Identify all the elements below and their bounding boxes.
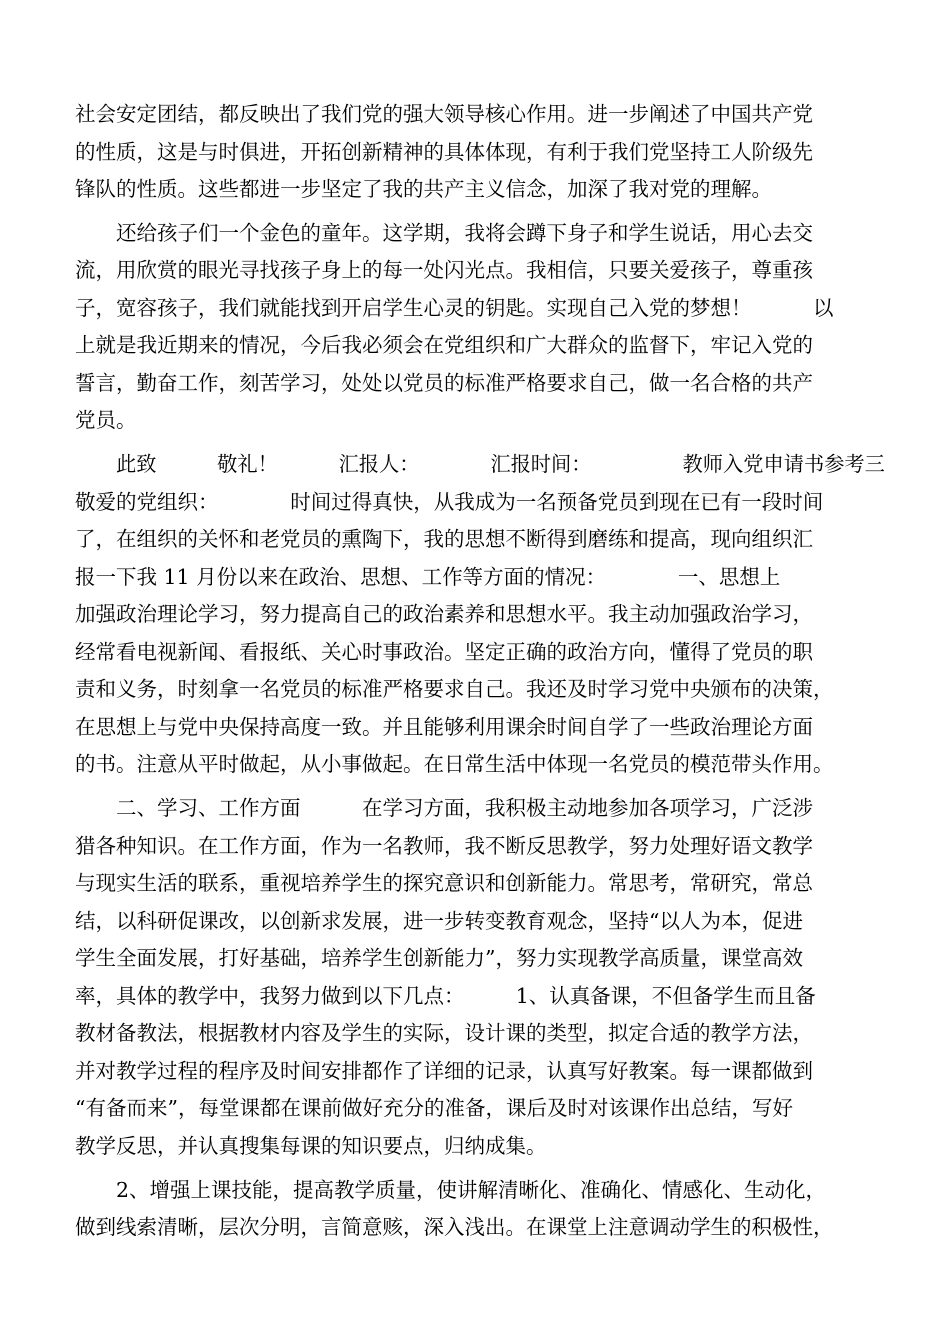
paragraph bbox=[75, 215, 885, 440]
text-line: 党员。 bbox=[75, 408, 137, 433]
text-line: 报一下我 11 月份以来在政治、思想、工作等方面的情况： 一、思想上 bbox=[75, 564, 781, 589]
document-page bbox=[75, 0, 885, 1253]
text-line: 与现实生活的联系，重视培养学生的探究意识和创新能力。常思考，常研究，常总 bbox=[75, 871, 813, 896]
text-line: 2、增强上课技能，提高教学质量，使讲解清晰化、准确化、情感化、生动化， bbox=[116, 1177, 827, 1202]
text-line: 经常看电视新闻、看报纸、关心时事政治。坚定正确的政治方向，懂得了党员的职 bbox=[75, 639, 813, 664]
text-line: 教材备教法，根据教材内容及学生的实际，设计课的类型，拟定合适的教学方法， bbox=[75, 1021, 813, 1046]
text-line: 率，具体的教学中，我努力做到以下几点： 1、认真备课，不但备学生而且备 bbox=[75, 983, 816, 1008]
text-line: 流，用欣赏的眼光寻找孩子身上的每一处闪光点。我相信，只要关爱孩子，尊重孩 bbox=[75, 258, 813, 283]
text-line: 责和义务，时刻拿一名党员的标准严格要求自己。我还及时学习党中央颁布的决策， bbox=[75, 677, 834, 702]
text-line: 结，以科研促课改，以创新求发展，进一步转变教育观念，坚持“以人为本，促进 bbox=[75, 908, 803, 933]
text-line: 还给孩子们一个金色的童年。这学期，我将会蹲下身子和学生说话，用心去交 bbox=[116, 220, 813, 245]
text-line: 的性质，这是与时俱进，开拓创新精神的具体体现，有利于我们党坚持工人阶级先 bbox=[75, 139, 813, 164]
text-line: 教学反思，并认真搜集每课的知识要点，归纳成集。 bbox=[75, 1133, 547, 1158]
text-line: 学生全面发展，打好基础，培养学生创新能力”，努力实现教学高质量，课堂高效 bbox=[75, 946, 803, 971]
text-line: 做到线索清晰，层次分明，言简意赅，深入浅出。在课堂上注意调动学生的积极性， bbox=[75, 1215, 834, 1240]
text-line: 猎各种知识。在工作方面，作为一名教师，我不断反思教学，努力处理好语文教学 bbox=[75, 833, 813, 858]
text-line: “有备而来”，每堂课都在课前做好充分的准备，课后及时对该课作出总结，写好 bbox=[75, 1096, 793, 1121]
text-line: 上就是我近期来的情况，今后我必须会在党组织和广大群众的监督下，牢记入党的 bbox=[75, 333, 813, 358]
text-line: 了，在组织的关怀和老党员的熏陶下，我的思想不断得到磨练和提高，现向组织汇 bbox=[75, 527, 813, 552]
text-line: 加强政治理论学习，努力提高自己的政治素养和思想水平。我主动加强政治学习， bbox=[75, 602, 813, 627]
paragraph bbox=[75, 790, 885, 1165]
text-line: 社会安定团结，都反映出了我们党的强大领导核心作用。进一步阐述了中国共产党 bbox=[75, 102, 813, 126]
text-line: 二、学习、工作方面 在学习方面，我积极主动地参加各项学习，广泛涉 bbox=[116, 796, 813, 821]
text-line: 的书。注意从平时做起，从小事做起。在日常生活中体现一名党员的模范带头作用。 bbox=[75, 752, 834, 777]
text-line: 子，宽容孩子，我们就能找到开启学生心灵的钥匙。实现自己入党的梦想！ 以 bbox=[75, 295, 834, 320]
paragraph bbox=[75, 1172, 885, 1247]
paragraph bbox=[75, 96, 885, 209]
text-line: 锋队的性质。这些都进一步坚定了我的共产主义信念，加深了我对党的理解。 bbox=[75, 177, 772, 201]
text-line: 并对教学过程的程序及时间安排都作了详细的记录，认真写好教案。每一课都做到 bbox=[75, 1058, 813, 1083]
text-line: 誓言，勤奋工作，刻苦学习，处处以党员的标准严格要求自己，做一名合格的共产 bbox=[75, 370, 813, 395]
text-line: 敬爱的党组织： 时间过得真快，从我成为一名预备党员到现在已有一段时间 bbox=[75, 489, 824, 514]
text-line: 在思想上与党中央保持高度一致。并且能够利用课余时间自学了一些政治理论方面 bbox=[75, 714, 813, 739]
paragraph bbox=[75, 446, 885, 784]
text-line: 此致 敬礼！ 汇报人： 汇报时间： 教师入党申请书参考三 bbox=[116, 452, 885, 477]
